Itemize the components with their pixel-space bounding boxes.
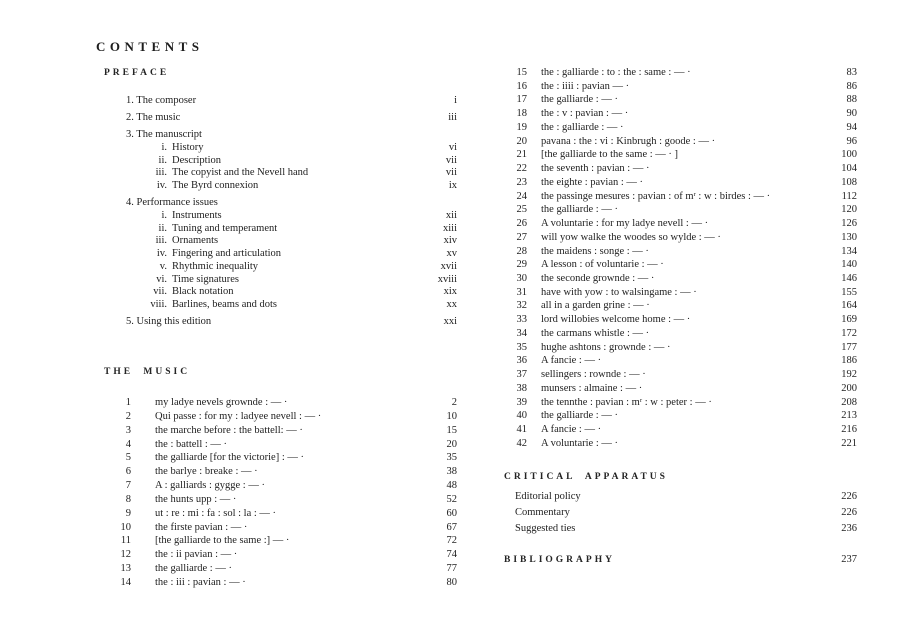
critical-apparatus-item-page: 226 (841, 507, 857, 518)
music-item (105, 493, 457, 507)
music-item-number: 25 (516, 204, 527, 216)
music-item-title: ut : re : mi : fa : sol : la : — · (155, 507, 277, 519)
music-item-page: 140 (841, 259, 857, 271)
bibliography-row (504, 554, 857, 565)
music-item-title: the galliarde : — · (541, 204, 618, 216)
music-item (505, 286, 857, 300)
music-item-number: 34 (516, 327, 527, 339)
preface-item-label: Description (172, 154, 221, 166)
music-item-number: 35 (516, 341, 527, 353)
music-item (505, 203, 857, 217)
music-item-page: 112 (841, 190, 857, 202)
music-heading: THE MUSIC (104, 367, 191, 377)
music-item-title: the : v : pavian : — · (541, 108, 629, 120)
music-item-number: 30 (516, 273, 527, 285)
preface-item-label: The Byrd connexion (172, 180, 259, 191)
music-item-title: the galliarde : — · (541, 94, 618, 106)
preface-item-numeral: i. (161, 210, 167, 221)
music-item-page: 86 (846, 80, 857, 92)
music-item-page: 120 (841, 204, 857, 216)
music-item (105, 576, 457, 590)
page-title: CONTENTS (96, 39, 204, 54)
music-item-title: the barlye : breake : — · (155, 466, 258, 478)
preface-item-page: xiv (443, 235, 457, 247)
music-item (105, 438, 457, 452)
music-item-title: the : battell : — · (155, 438, 228, 450)
music-item-number: 15 (516, 67, 527, 78)
music-item (105, 451, 457, 465)
preface-item-label: History (172, 141, 204, 153)
music-item-number: 8 (125, 493, 131, 505)
music-item-title: Qui passe : for my : ladyee nevell : — · (155, 410, 322, 422)
music-item-number: 29 (516, 259, 527, 271)
music-item-number: 28 (516, 245, 527, 257)
music-item-number: 23 (516, 176, 527, 188)
preface-item-numeral: iv. (156, 248, 167, 260)
music-item (505, 93, 857, 107)
music-item-number: 14 (120, 576, 131, 588)
music-item-number: 21 (516, 149, 527, 161)
critical-apparatus-list (515, 489, 857, 537)
music-item-title: the : iiii : pavian — · (541, 80, 630, 92)
music-item (105, 479, 457, 493)
music-item-page: 126 (841, 218, 857, 230)
music-item-number: 39 (516, 396, 527, 408)
music-item (505, 354, 857, 368)
music-item (505, 148, 857, 162)
music-item-number: 17 (516, 94, 527, 106)
music-item-title: the firste pavian : — · (155, 521, 248, 533)
critical-apparatus-item (515, 505, 857, 521)
preface-item-label: 3. The manuscript (126, 129, 202, 141)
music-item-number: 7 (125, 480, 131, 492)
preface-item-numeral: iv. (156, 180, 167, 191)
music-item-page: 94 (846, 121, 857, 133)
music-item-title: the tennthe : pavian : mʳ : w : peter : — · (541, 396, 712, 408)
music-item (505, 341, 857, 355)
music-item-page: 208 (841, 396, 857, 408)
preface-item-page: vii (445, 154, 457, 166)
preface-item-label: Barlines, beams and dots (172, 298, 277, 310)
music-item-title: the eighte : pavian : — · (541, 176, 644, 188)
music-item-title: the hunts upp : — · (155, 493, 237, 505)
music-item-title: A fancie : — · (541, 355, 602, 367)
music-item-page: 200 (841, 382, 857, 394)
music-item (505, 368, 857, 382)
music-item (505, 66, 857, 80)
music-item-page: 38 (446, 466, 457, 478)
music-item-page: 10 (446, 410, 457, 422)
music-item-title: the : galliarde : — · (541, 121, 624, 133)
music-item-page: 67 (446, 521, 457, 533)
preface-item-page: xx (446, 298, 457, 310)
music-item-title: [the galliarde to the same :] — · (155, 535, 290, 547)
preface-item-page: iii (448, 111, 457, 123)
music-item-page: 2 (451, 397, 457, 408)
preface-item (126, 248, 457, 261)
music-item-page: 169 (841, 314, 857, 326)
music-item-number: 42 (516, 437, 527, 449)
music-item-page: 177 (841, 341, 857, 353)
music-item-title: A lesson : of voluntarie : — · (541, 259, 664, 271)
music-item-title: the marche before : the battell: — · (155, 424, 303, 436)
music-item-page: 172 (841, 327, 857, 339)
music-item-number: 22 (516, 163, 527, 175)
music-item-title: the galliarde [for the victorie] : — · (155, 452, 304, 464)
music-item (505, 121, 857, 135)
critical-apparatus-item (515, 521, 857, 537)
preface-item-numeral: ii. (158, 154, 167, 166)
music-item-page: 96 (846, 135, 857, 147)
music-item-number: 13 (120, 563, 131, 575)
music-item-number: 36 (516, 355, 527, 367)
music-item (505, 382, 857, 396)
preface-item (126, 112, 457, 125)
music-item-page: 83 (846, 67, 857, 78)
preface-item (126, 180, 457, 193)
critical-apparatus-item-page: 236 (841, 523, 857, 534)
preface-item-numeral: i. (161, 141, 167, 153)
music-item-title: the : galliarde : to : the : same : — · (541, 67, 691, 78)
preface-item-page: xviii (437, 273, 457, 285)
preface-item (126, 286, 457, 299)
music-item-page: 15 (446, 424, 457, 436)
preface-item-label: 5. Using this edition (126, 316, 212, 328)
music-item (505, 327, 857, 341)
music-item (505, 437, 857, 451)
music-item (505, 299, 857, 313)
music-item-title: the : ii pavian : — · (155, 549, 238, 561)
preface-item-page: xix (443, 286, 457, 298)
music-item-number: 16 (516, 80, 527, 92)
music-item-number: 2 (125, 410, 131, 422)
preface-item-page: xii (445, 210, 457, 221)
music-item-page: 108 (841, 176, 857, 188)
preface-item (126, 129, 457, 142)
music-item-title: the seventh : pavian : — · (541, 163, 650, 175)
music-item (105, 521, 457, 535)
preface-item (126, 261, 457, 274)
preface-item-page: vi (448, 141, 457, 153)
preface-item-page: ix (448, 180, 457, 191)
critical-apparatus-heading: CRITICAL APPARATUS (504, 472, 668, 482)
preface-item-page: xv (446, 248, 457, 260)
music-item-number: 20 (516, 135, 527, 147)
preface-item-label: 4. Performance issues (126, 197, 218, 209)
music-item (505, 217, 857, 231)
music-item (505, 190, 857, 204)
music-item-number: 41 (516, 424, 527, 436)
music-item-number: 9 (125, 507, 131, 519)
music-item-page: 100 (841, 149, 857, 161)
preface-item-label: The copyist and the Nevell hand (172, 167, 309, 179)
music-item (105, 507, 457, 521)
music-item-number: 24 (516, 190, 527, 202)
music-item-page: 192 (841, 369, 857, 381)
music-item-title: the passinge mesures : pavian : of mʳ : w : birdes : — · (541, 190, 771, 202)
preface-item (126, 197, 457, 210)
music-item (105, 548, 457, 562)
preface-item-label: Rhythmic inequality (172, 260, 259, 272)
music-item-page: 52 (446, 493, 457, 505)
music-item-number: 6 (125, 466, 131, 478)
music-item-page: 213 (841, 410, 857, 422)
music-item-title: my ladye nevels grownde : — · (155, 397, 288, 408)
preface-heading: PREFACE (104, 68, 170, 78)
music-item-number: 31 (516, 286, 527, 298)
preface-item-page: xxi (443, 316, 457, 328)
preface-item-label: Instruments (172, 210, 222, 221)
preface-item-page: vii (445, 167, 457, 179)
music-item-title: the maidens : songe : — · (541, 245, 649, 257)
music-item (505, 272, 857, 286)
music-item-title: the galliarde : — · (541, 410, 618, 422)
music-item-title: [the galliarde to the same : — · ] (541, 149, 679, 161)
music-item (105, 534, 457, 548)
music-item-number: 38 (516, 382, 527, 394)
music-item (505, 135, 857, 149)
music-item-title: pavana : the : vi : Kinbrugh : goode : — · (541, 135, 716, 147)
preface-item-label: Tuning and temperament (172, 222, 278, 234)
preface-item-numeral: v. (159, 260, 167, 272)
preface-item (126, 274, 457, 287)
music-item-number: 37 (516, 369, 527, 381)
preface-item (126, 95, 457, 108)
music-item (505, 107, 857, 121)
preface-item-page: i (454, 94, 457, 106)
music-item (105, 424, 457, 438)
music-item-page: 88 (846, 94, 857, 106)
music-item-title: hughe ashtons : grownde : — · (541, 341, 671, 353)
music-item-number: 11 (120, 535, 131, 547)
music-item-number: 3 (125, 424, 131, 436)
music-item (505, 162, 857, 176)
preface-item (126, 316, 457, 329)
preface-item (126, 142, 457, 155)
music-item-title: all in a garden grine : — · (541, 300, 650, 312)
preface-item-label: Ornaments (172, 235, 219, 247)
music-item (105, 465, 457, 479)
music-item (505, 80, 857, 94)
music-item (105, 410, 457, 424)
music-item-page: 35 (446, 452, 457, 464)
music-list-right (505, 66, 857, 451)
music-item-title: A voluntarie : — · (541, 437, 618, 449)
music-item-title: sellingers : rownde : — · (541, 369, 646, 381)
music-item-page: 186 (841, 355, 857, 367)
music-item-page: 48 (446, 480, 457, 492)
music-item (505, 423, 857, 437)
critical-apparatus-item-page: 226 (841, 491, 857, 502)
preface-item (126, 210, 457, 223)
preface-item-numeral: iii. (155, 167, 167, 179)
preface-item (126, 235, 457, 248)
music-item-page: 146 (841, 273, 857, 285)
music-item-title: will yow walke the woodes so wylde : — · (541, 231, 721, 243)
music-item-page: 155 (841, 286, 857, 298)
music-item (105, 562, 457, 576)
preface-item-numeral: iii. (155, 235, 167, 247)
music-item (505, 313, 857, 327)
music-item-title: munsers : almaine : — · (541, 382, 643, 394)
preface-item-numeral: vii. (153, 286, 167, 298)
music-item-page: 74 (446, 549, 457, 561)
preface-item (126, 299, 457, 312)
music-item-number: 33 (516, 314, 527, 326)
preface-item-numeral: ii. (158, 222, 167, 234)
music-item-title: the galliarde : — · (155, 563, 232, 575)
music-list-left (105, 396, 457, 590)
music-item-page: 77 (446, 563, 457, 575)
music-item-page: 60 (446, 507, 457, 519)
preface-item-label: Black notation (172, 286, 234, 298)
music-item (505, 231, 857, 245)
preface-list (126, 90, 457, 329)
music-item-page: 80 (446, 576, 457, 588)
critical-apparatus-item-label: Commentary (515, 507, 570, 518)
preface-item (126, 167, 457, 180)
preface-item-page: xvii (440, 260, 457, 272)
preface-item-numeral: viii. (150, 298, 167, 310)
music-item (505, 409, 857, 423)
music-item-number: 5 (125, 452, 131, 464)
music-item-title: A : galliards : gygge : — · (155, 480, 265, 492)
preface-item-label: Fingering and articulation (172, 248, 282, 260)
music-item-title: lord willobies welcome home : — · (541, 314, 691, 326)
critical-apparatus-item (515, 489, 857, 505)
bibliography-page: 237 (841, 554, 857, 565)
music-item-number: 4 (125, 438, 131, 450)
music-item-page: 20 (446, 438, 457, 450)
music-item-number: 32 (516, 300, 527, 312)
music-item-title: A voluntarie : for my ladye nevell : — · (541, 218, 709, 230)
music-item-number: 18 (516, 108, 527, 120)
music-item-number: 10 (120, 521, 131, 533)
critical-apparatus-item-label: Suggested ties (515, 523, 576, 534)
music-item-page: 130 (841, 231, 857, 243)
music-item-number: 19 (516, 121, 527, 133)
music-item-number: 12 (120, 549, 131, 561)
preface-item (126, 155, 457, 168)
preface-item-page: xiii (442, 222, 457, 234)
music-item-title: the carmans whistle : — · (541, 327, 650, 339)
music-item-number: 26 (516, 218, 527, 230)
music-item-page: 164 (841, 300, 857, 312)
music-item-title: have with yow : to walsingame : — · (541, 286, 697, 298)
music-item-number: 40 (516, 410, 527, 422)
music-item-number: 1 (125, 397, 131, 408)
music-item-title: A fancie : — · (541, 424, 602, 436)
preface-item-label: 2. The music (126, 111, 181, 123)
music-item-page: 134 (841, 245, 857, 257)
music-item-page: 104 (841, 163, 857, 175)
music-item-title: the seconde grownde : — · (541, 273, 655, 285)
music-item (505, 176, 857, 190)
preface-item (126, 223, 457, 236)
music-item-page: 90 (846, 108, 857, 120)
preface-item-label: Time signatures (172, 273, 239, 285)
bibliography-heading: BIBLIOGRAPHY (504, 555, 615, 565)
music-item (505, 245, 857, 259)
music-item-number: 27 (516, 231, 527, 243)
music-item (105, 396, 457, 410)
music-item-page: 221 (841, 437, 857, 449)
music-item (505, 258, 857, 272)
preface-item-numeral: vi. (156, 273, 167, 285)
music-item-page: 216 (841, 424, 857, 436)
critical-apparatus-item-label: Editorial policy (515, 491, 581, 502)
preface-item-label: 1. The composer (126, 94, 197, 106)
music-item-page: 72 (446, 535, 457, 547)
music-item-title: the : iii : pavian : — · (155, 576, 246, 588)
music-item (505, 396, 857, 410)
